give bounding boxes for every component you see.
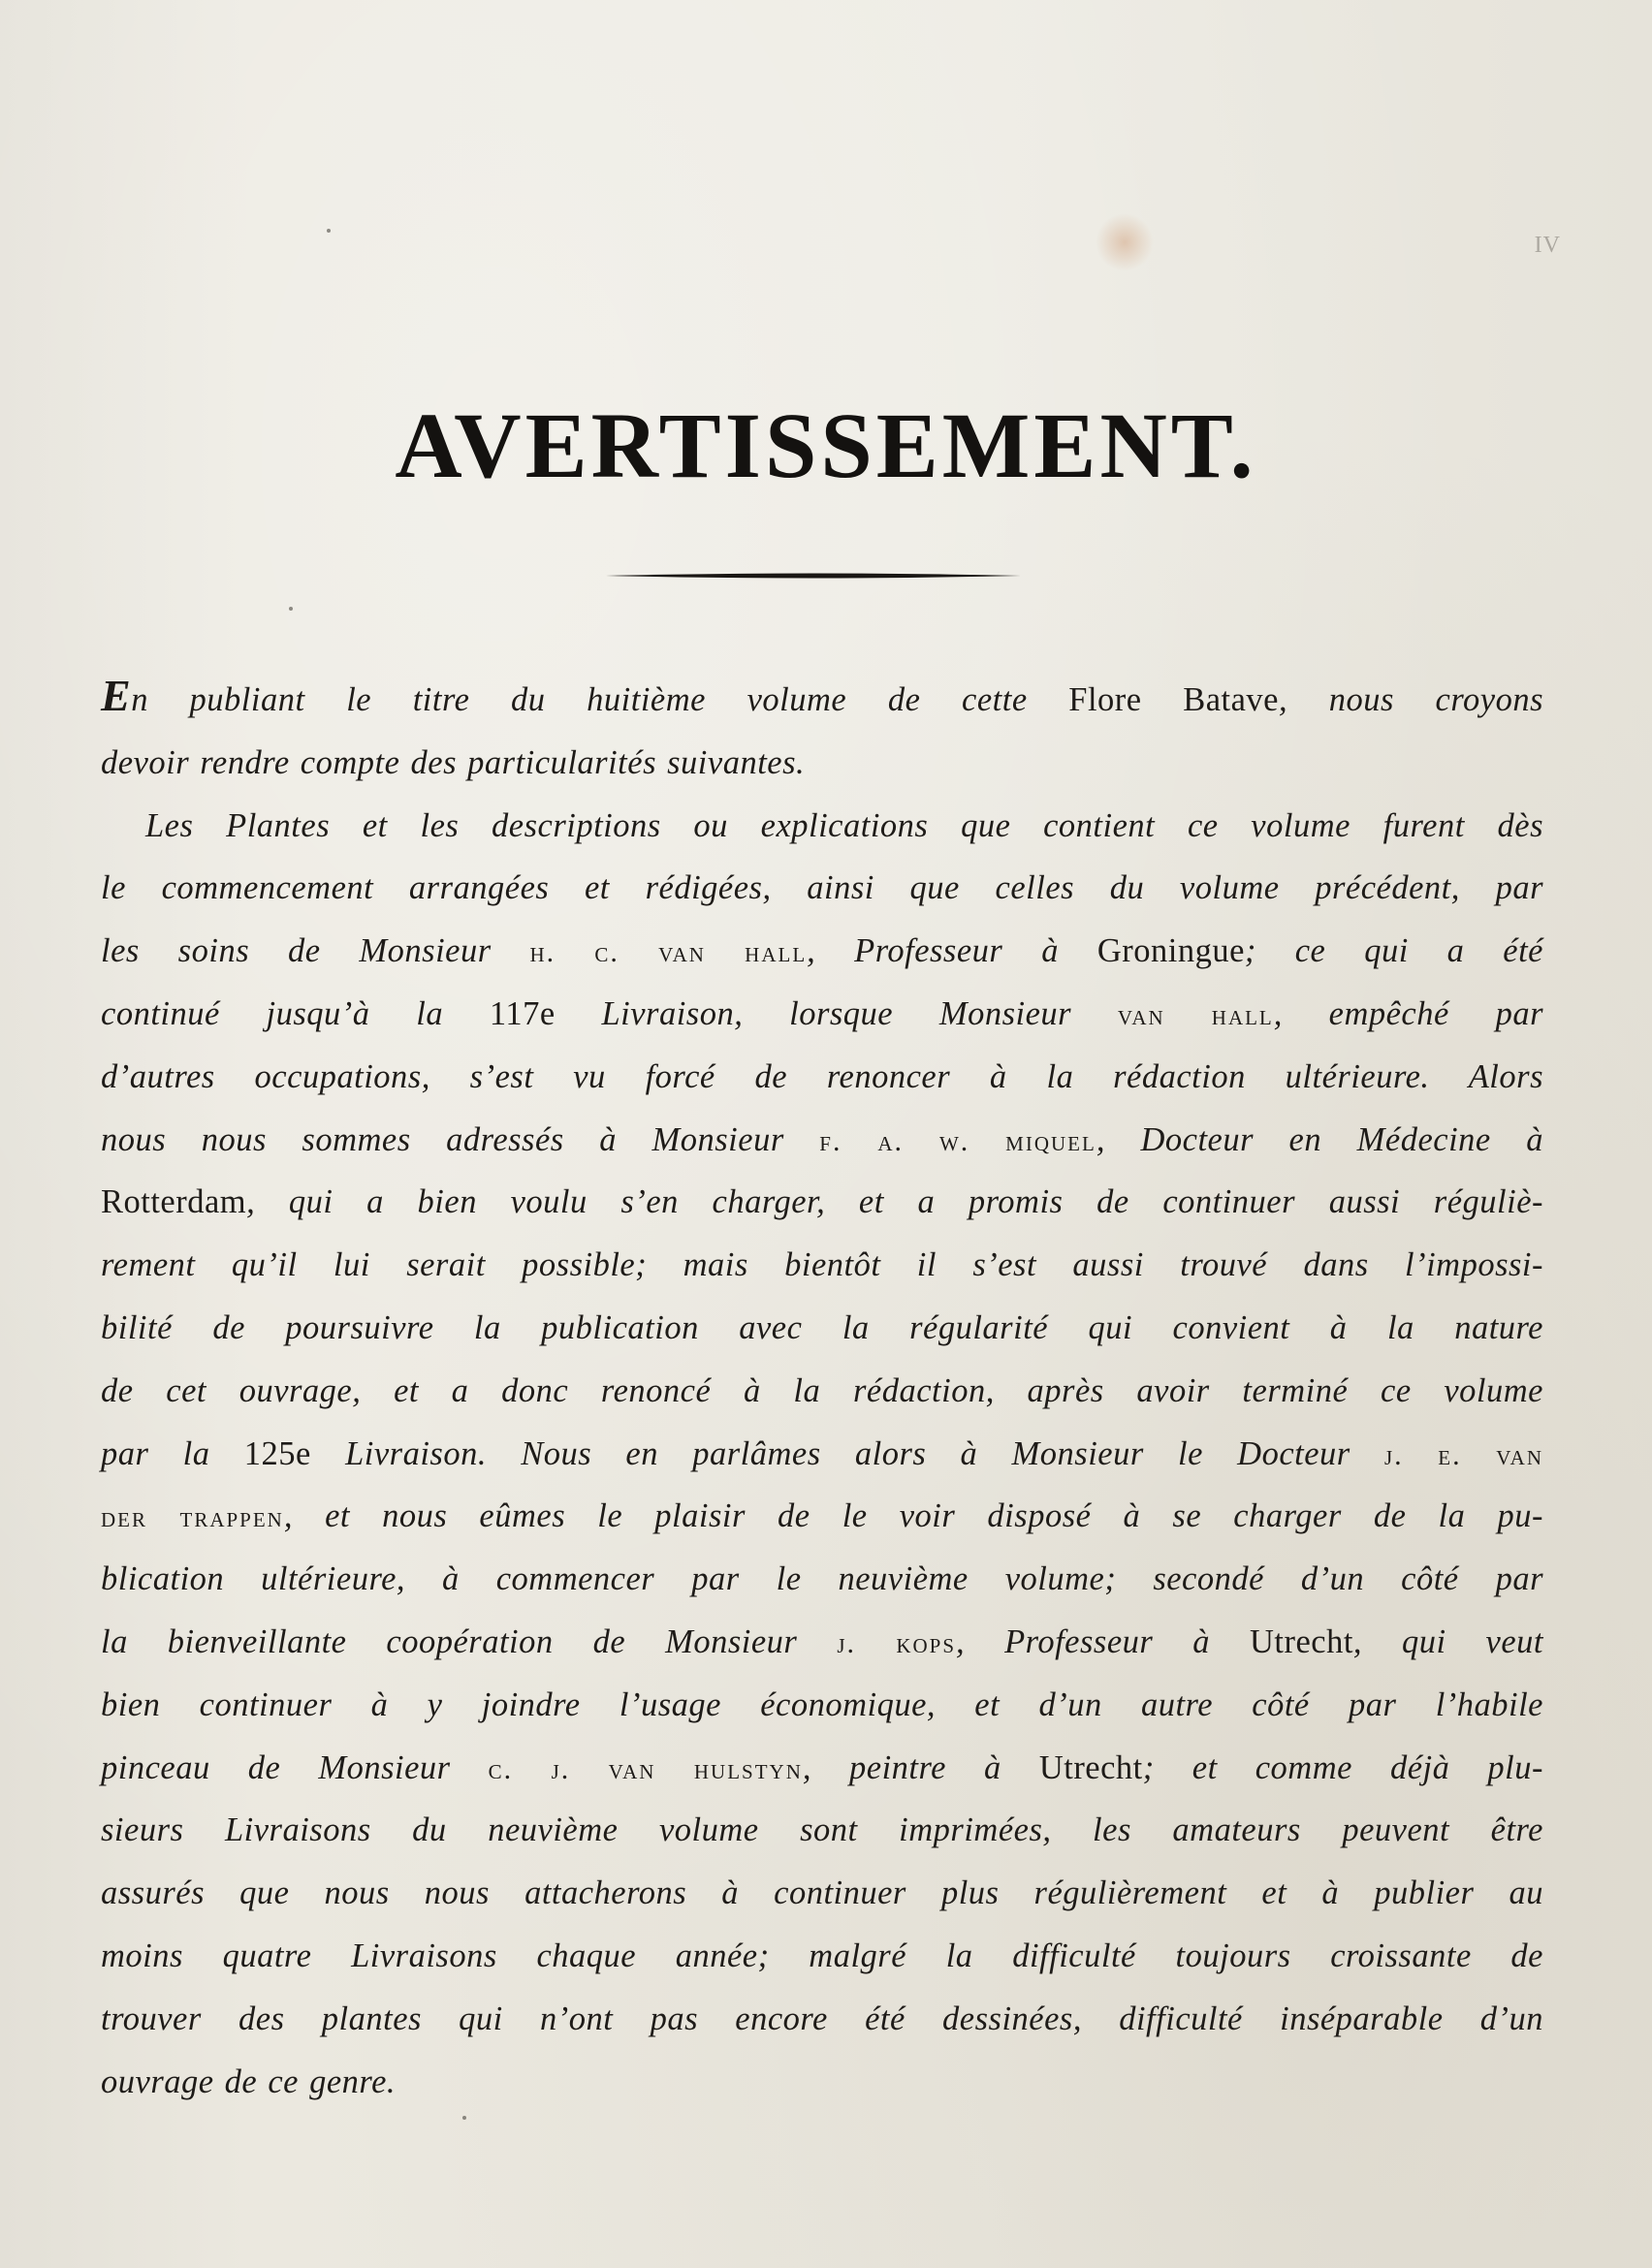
text-run: Livraison. Nous en parlâmes alors à Monsieur le Docteur [310,1434,1384,1472]
text-line [101,1234,1543,1297]
text-run: les soins de Monsieur [101,932,530,970]
text-run: , empêché par [1273,994,1543,1032]
text-line [101,920,1543,983]
text-line [101,983,1543,1046]
text-run: ouvrage de ce genre. [101,2063,397,2100]
text-run: bien continuer à y joindre l’usage économique, et d’un autre côté par l’habile [101,1685,1543,1723]
text-run: 117e [489,994,556,1032]
text-run: h. c. van hall [529,936,808,969]
text-line [101,1423,1543,1486]
text-run: Rotterdam [101,1183,247,1221]
text-run: la bienveillante coopération de Monsieur [101,1622,838,1660]
text-line [101,1862,1543,1925]
text-run: , Docteur en Médecine à [1096,1120,1543,1158]
body-text [101,669,1543,2113]
text-run: assurés que nous nous attacherons à continuer plus régulièrement et à publier au [101,1874,1543,1912]
text-run: der trappen [101,1501,284,1534]
text-run: Livraison, lorsque Monsieur [555,994,1118,1032]
text-line [101,1171,1543,1234]
text-line [101,1360,1543,1423]
text-line [101,1611,1543,1674]
text-run: van hall [1117,998,1274,1031]
text-run: le commencement arrangées et rédigées, ainsi que celles du volume précédent, par [101,869,1543,907]
text-line [101,1046,1543,1109]
text-run: rement qu’il lui serait possible; mais bientôt il s’est aussi trouvé dans l’impossi- [101,1246,1543,1284]
text-line [101,1988,1543,2051]
text-line [101,1548,1543,1611]
text-line [101,1925,1543,1988]
text-run: Flore Batave [1068,681,1279,718]
text-run: 125e [243,1434,311,1472]
text-run: bilité de poursuivre la publication avec la régularité qui convient à la nature [101,1308,1543,1346]
text-run: ; ce qui a été [1244,932,1543,970]
ink-speck [327,229,331,233]
text-run: f. a. w. miquel [819,1124,1096,1157]
text-run: d’autres occupations, s’est vu forcé de renoncer à la rédaction ultérieure. Alors [101,1057,1543,1095]
ink-speck [462,2116,466,2120]
drop-cap: E [101,671,132,720]
text-run: j. kops [837,1626,957,1659]
text-run: blication ultérieure, à commencer par le neuvième volume; secondé d’un côté par [101,1560,1543,1598]
text-run: moins quatre Livraisons chaque année; malgré la difficulté toujours croissante de [101,1937,1543,1974]
text-run: nous nous sommes adressés à Monsieur [101,1120,820,1158]
text-line [101,2051,1543,2114]
text-run: pinceau de Monsieur [101,1748,489,1786]
text-run: , peintre à [802,1748,1039,1786]
text-run: , Professeur à [956,1622,1250,1660]
foxing-stain [1096,213,1154,271]
ink-speck [289,607,293,611]
text-run: n publiant le titre du huitième volume de cette [131,681,1069,718]
title-ornamental-rule [606,572,1021,580]
text-run: , qui a bien voulu s’en charger, et a promis de continuer aussi réguliè- [246,1183,1543,1221]
text-run: continué jusqu’à la [101,994,490,1032]
bleed-through-page-number: IV [1534,233,1561,258]
text-line [101,732,1543,795]
text-run: par la [101,1434,244,1472]
text-line [101,857,1543,920]
text-run: j. e. van [1383,1438,1543,1471]
text-line [101,795,1543,858]
text-line [101,669,1543,732]
text-line [101,1674,1543,1737]
text-run: Utrecht [1038,1748,1143,1786]
text-run: Groningue [1096,932,1245,970]
text-run: trouver des plantes qui n’ont pas encore été dessinées, difficulté inséparable d’un [101,2000,1543,2037]
text-run: Utrecht [1249,1622,1353,1660]
text-run: , Professeur à [807,932,1097,970]
text-line [101,1109,1543,1172]
page-title: AVERTISSEMENT. [395,394,1257,497]
text-run: ; et comme déjà plu- [1142,1748,1543,1786]
text-run: sieurs Livraisons du neuvième volume sont imprimées, les amateurs peuvent être [101,1811,1543,1849]
text-run: de cet ouvrage, et a donc renoncé à la rédaction, après avoir terminé ce volume [101,1371,1543,1409]
text-line [101,1799,1543,1862]
text-run: c. j. van hulstyn [488,1752,803,1785]
text-run: Les Plantes et les descriptions ou explications que contient ce volume furent dès [145,806,1543,844]
text-run: , nous croyons [1279,681,1543,718]
text-line [101,1737,1543,1800]
text-run: , qui veut [1352,1622,1543,1660]
text-line [101,1485,1543,1548]
text-run: , et nous eûmes le plaisir de le voir disposé à se charger de la pu- [283,1497,1543,1535]
text-run: devoir rendre compte des particularités suivantes. [101,743,806,781]
text-line [101,1297,1543,1360]
